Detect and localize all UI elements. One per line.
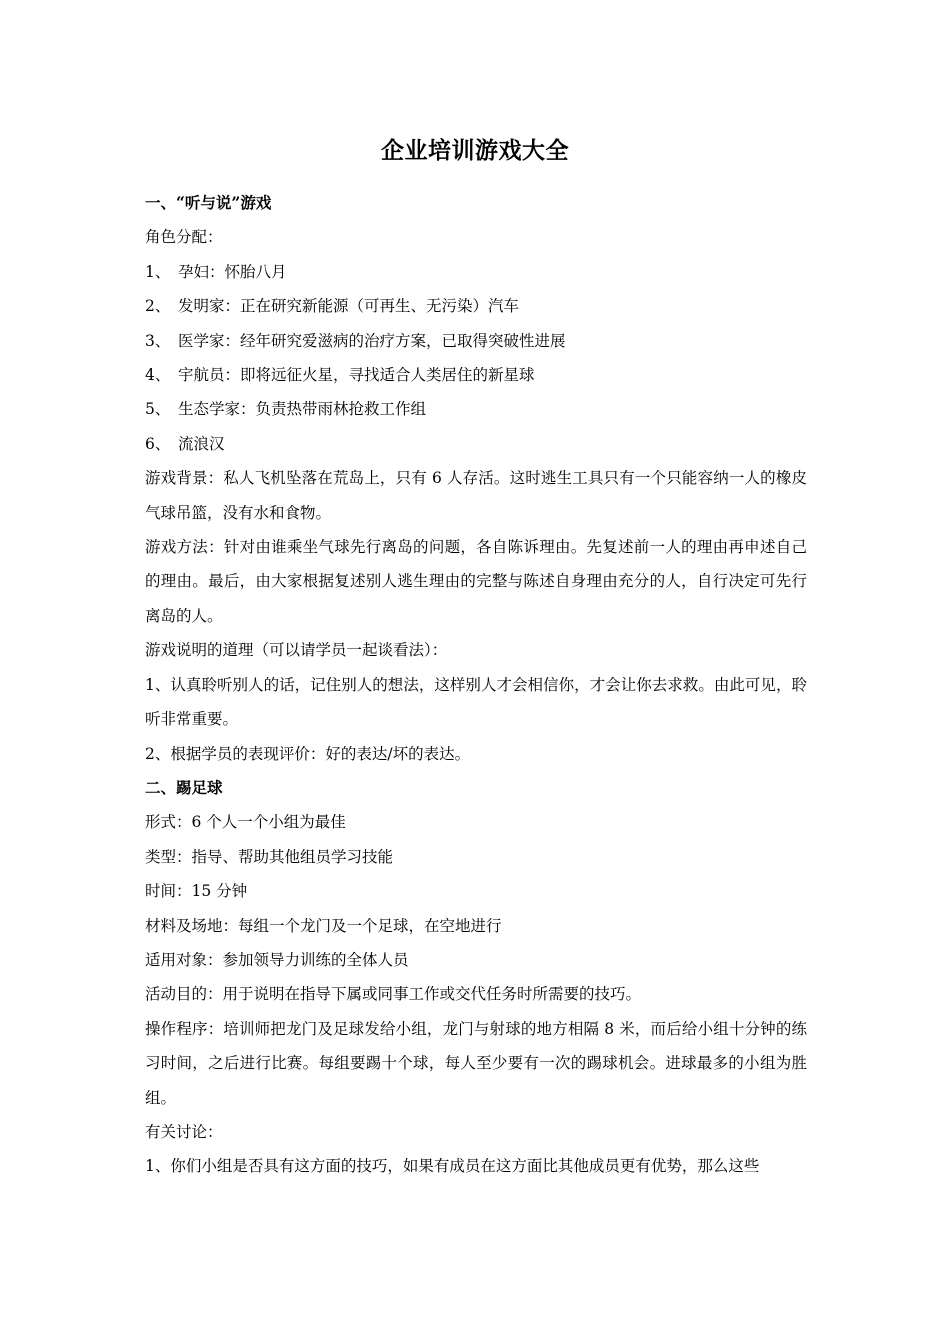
role-number: 2、 (145, 297, 171, 316)
role-text: 孕妇：怀胎八月 (178, 262, 287, 281)
football-audience: 适用对象：参加领导力训练的全体人员 (145, 950, 409, 969)
role-item (145, 289, 807, 323)
role-number: 4、 (145, 366, 171, 385)
role-text: 生态学家：负责热带雨林抢救工作组 (178, 400, 427, 419)
game-background: 游戏背景：私人飞机坠落在荒岛上，只有 6 人存活。这时逃生工具只有一个只能容纳一人的橡皮气球吊篮，没有水和食物。 (145, 469, 807, 522)
football-procedure: 操作程序：培训师把龙门及足球发给小组，龙门与射球的地方相隔 8 米，而后给小组十分钟的练习时间，之后进行比赛。每组要踢十个球，每人至少要有一次的踢球机会。进球最多的小组为胜组。 (145, 1019, 807, 1107)
lesson-item: 2、根据学员的表现评价：好的表达/坏的表达。 (145, 744, 471, 763)
role-number: 5、 (145, 400, 171, 419)
roles-intro: 角色分配： (145, 228, 223, 247)
game-method: 游戏方法：针对由谁乘坐气球先行离岛的问题，各自陈诉理由。先复述前一人的理由再申述自己的理由。最后，由大家根据复述别人逃生理由的完整与陈述自身理由充分的人，自行决定可先行离岛的人。 (145, 538, 807, 625)
role-text: 发明家：正在研究新能源（可再生、无污染）汽车 (178, 297, 520, 316)
role-text: 医学家：经年研究爱滋病的治疗方案，已取得突破性进展 (178, 331, 566, 350)
document-title: 企业培训游戏大全 (381, 137, 569, 164)
discussion-intro: 有关讨论： (145, 1122, 223, 1141)
football-type: 类型：指导、帮助其他组员学习技能 (145, 847, 394, 866)
role-number: 3、 (145, 331, 171, 350)
role-item (145, 358, 807, 392)
role-item (145, 392, 807, 426)
lesson-item: 1、认真聆听别人的话，记住别人的想法，这样别人才会相信你，才会让你去求救。由此可见，聆听非常重要。 (145, 675, 807, 729)
football-form: 形式：6 个人一个小组为最佳 (145, 813, 346, 832)
role-text: 宇航员：即将远征火星，寻找适合人类居住的新星球 (178, 366, 535, 385)
lesson-intro: 游戏说明的道理（可以请学员一起谈看法）： (145, 641, 448, 660)
football-materials: 材料及场地：每组一个龙门及一个足球，在空地进行 (145, 916, 502, 935)
document-body (145, 186, 807, 1184)
role-text: 流浪汉 (178, 434, 225, 453)
section-heading-listen-speak: 一、“听与说”游戏 (145, 193, 272, 212)
role-item (145, 427, 807, 461)
discussion-item: 1、你们小组是否具有这方面的技巧，如果有成员在这方面比其他成员更有优势，那么这些 (145, 1157, 760, 1176)
football-time: 时间：15 分钟 (145, 882, 248, 901)
section-heading-football: 二、踢足球 (145, 777, 223, 797)
role-number: 1、 (145, 262, 171, 281)
football-purpose: 活动目的：用于说明在指导下属或同事工作或交代任务时所需要的技巧。 (145, 985, 642, 1004)
role-item (145, 255, 807, 289)
role-number: 6、 (145, 434, 171, 453)
role-item (145, 324, 807, 358)
